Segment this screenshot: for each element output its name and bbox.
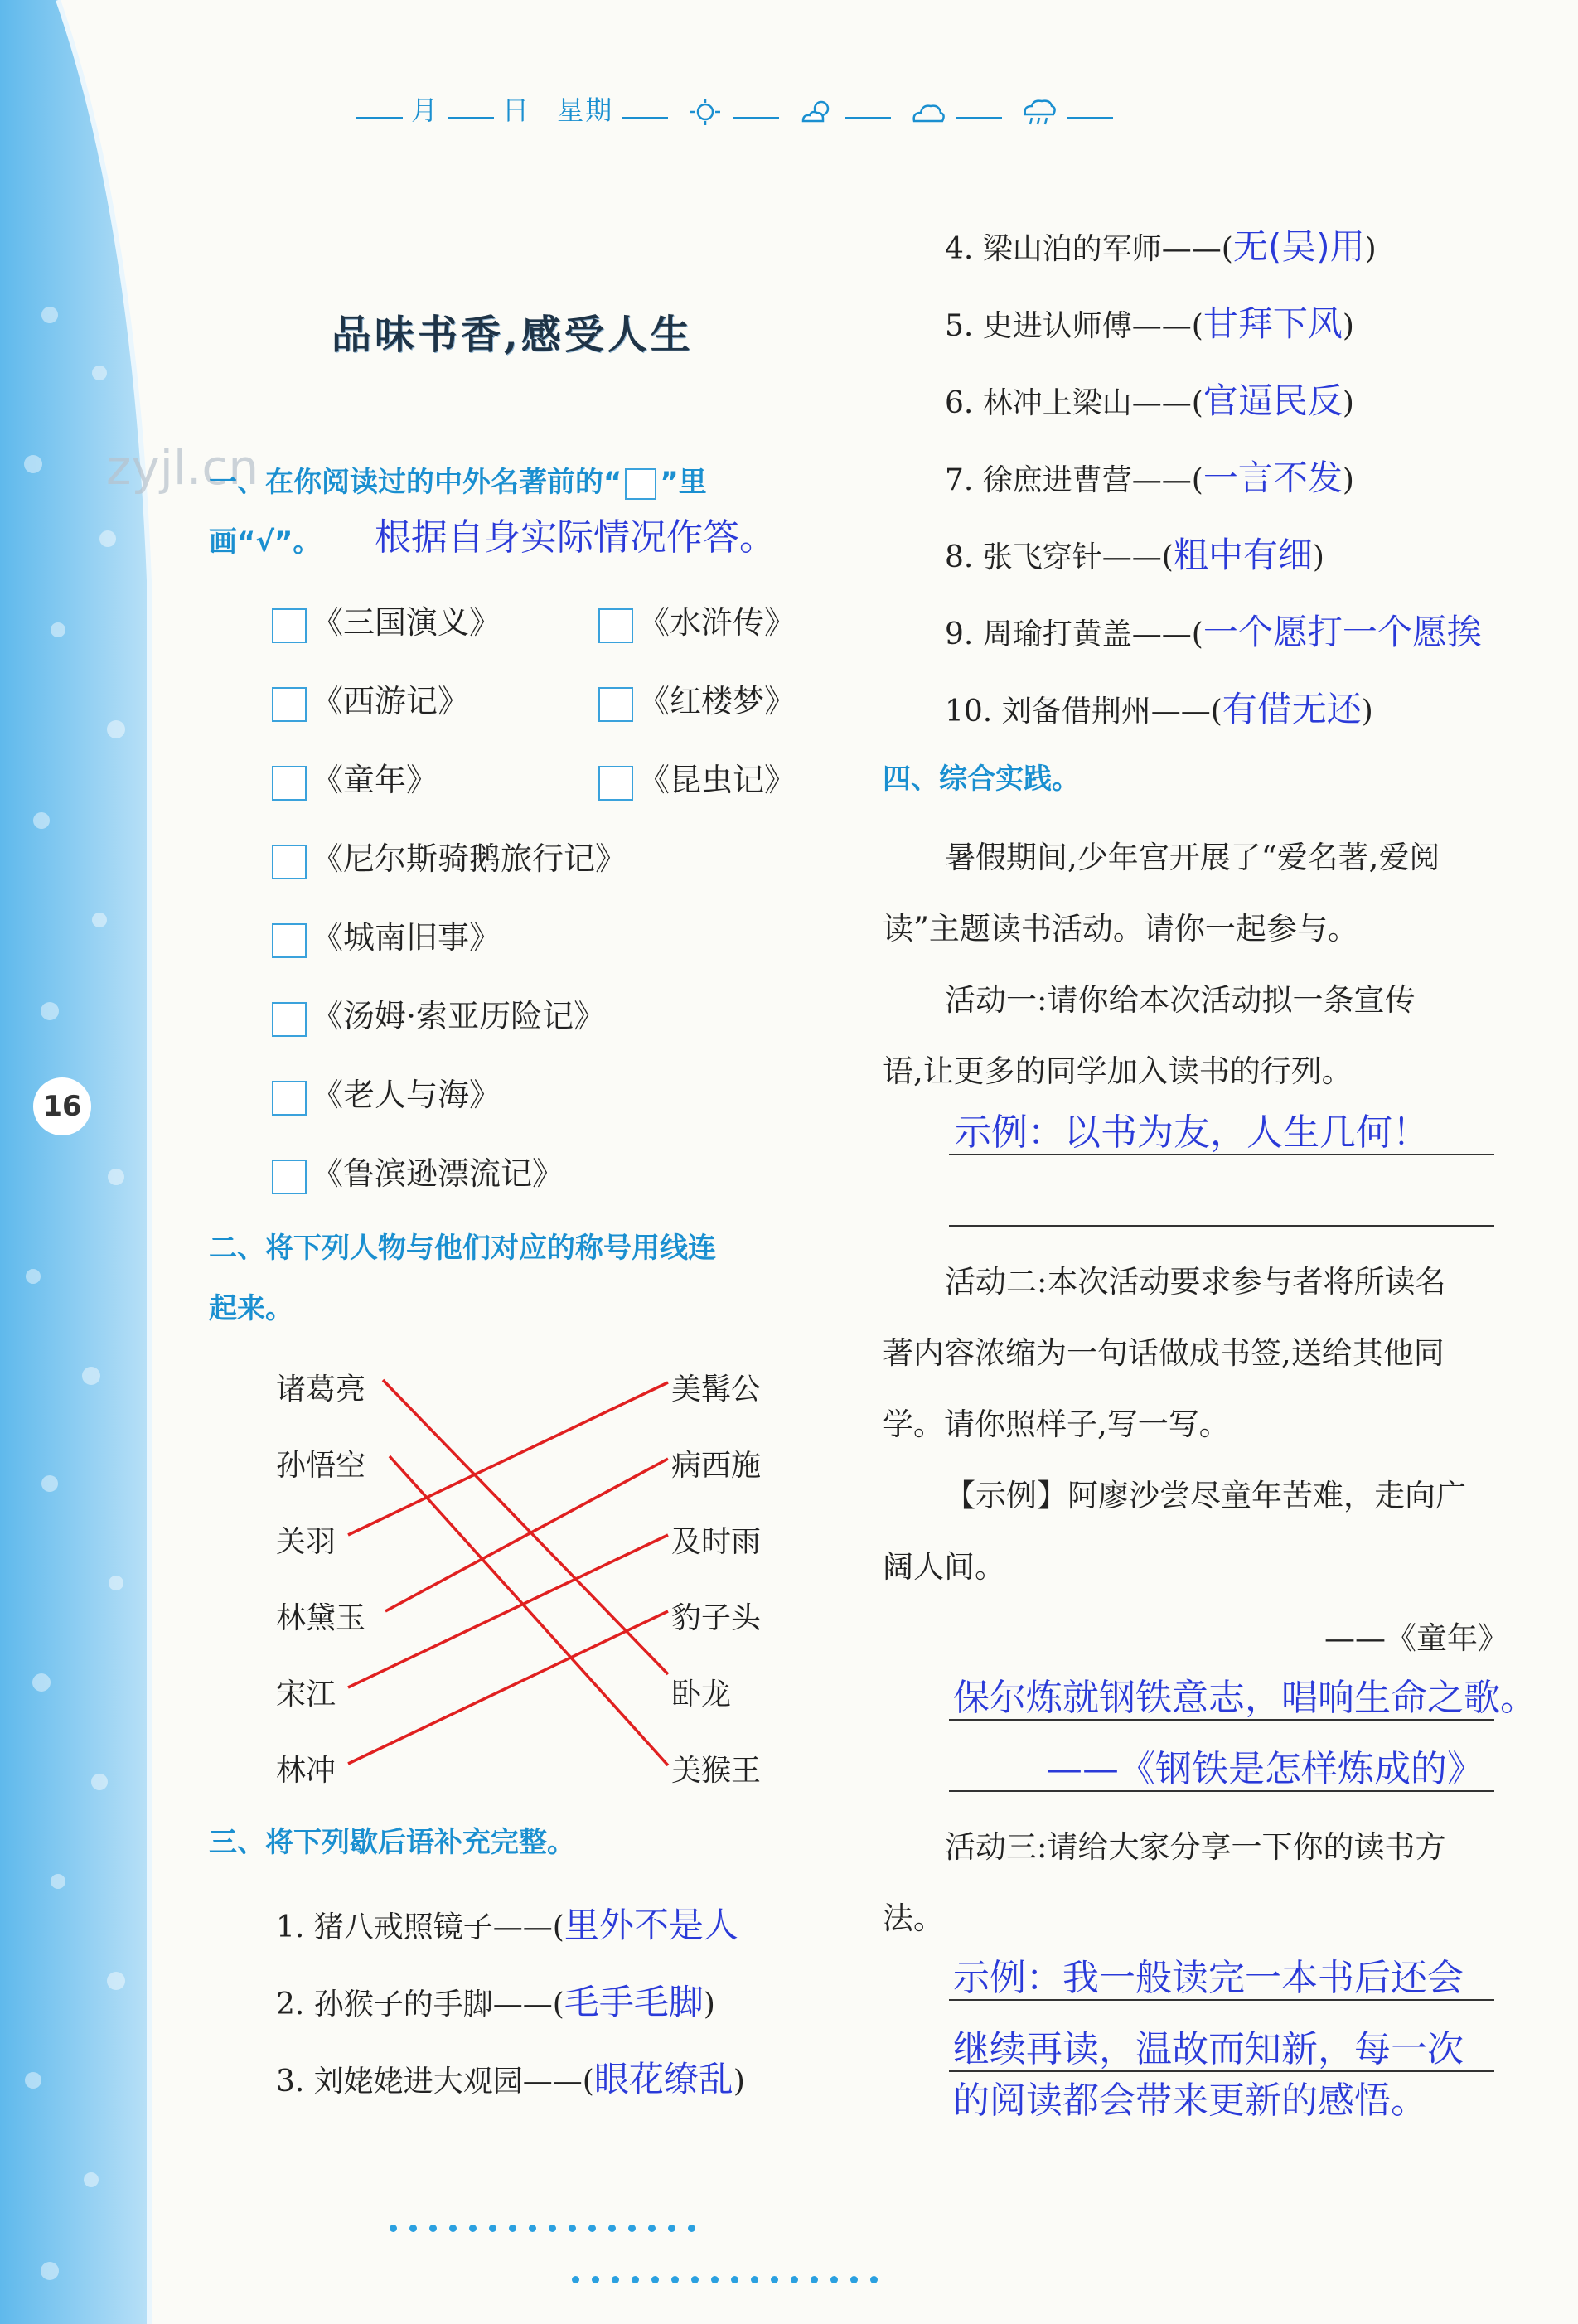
activity2-answer-source: ——《钢铁是怎样炼成的》 — [1046, 1748, 1484, 1790]
title-label: 病西施 — [671, 1449, 762, 1483]
person-label: 诸葛亮 — [276, 1373, 366, 1407]
idiom-item — [276, 1898, 738, 1948]
answer-line — [949, 1790, 1494, 1792]
section4-heading: 四、综合实践。 — [883, 763, 1080, 796]
idiom-answer: 眼花缭乱 — [593, 2059, 733, 2099]
activity3-answer-line3: 的阅读都会带来更新的感悟。 — [953, 2079, 1427, 2122]
book-title: 《红楼梦》 — [638, 683, 796, 719]
idiom-item — [945, 220, 1377, 269]
page-number: 16 — [33, 1077, 91, 1135]
title-label: 豹子头 — [671, 1601, 762, 1635]
example-line2: 阔人间。 — [883, 1549, 1005, 1585]
answer-line — [949, 1225, 1494, 1227]
idiom-close: ) — [733, 2065, 745, 2099]
example-line1: 【示例】阿廖沙尝尽童年苦难，走向广 — [945, 1478, 1466, 1513]
person-label: 林冲 — [276, 1754, 336, 1788]
idiom-question: 10. 刘备借荆州——( — [945, 695, 1222, 729]
idiom-answer: 有借无还 — [1222, 689, 1362, 729]
weekday-label: 星期 — [557, 94, 614, 126]
answer-line — [949, 1999, 1494, 2001]
title-label: 卧龙 — [671, 1678, 732, 1712]
match-line-linchong-baozitou — [348, 1611, 668, 1764]
book-title: 《鲁滨逊漂流记》 — [312, 1155, 564, 1192]
activity1-answer: 示例：以书为友，人生几何！ — [955, 1111, 1429, 1154]
person-label: 林黛玉 — [276, 1601, 366, 1635]
decorative-dots — [390, 2220, 708, 2235]
person-label: 孙悟空 — [276, 1449, 366, 1483]
idiom-item — [945, 297, 1354, 346]
idiom-question: 5. 史进认师傅——( — [945, 309, 1203, 343]
idiom-question: 2. 孙猴子的手脚——( — [276, 1988, 564, 2021]
book-title: 《水浒传》 — [638, 604, 796, 641]
watermark: zyjl.cn — [106, 439, 259, 496]
activity3-line1: 活动三:请给大家分享一下你的读书方 — [945, 1829, 1446, 1865]
idiom-question: 8. 张飞穿针——( — [945, 540, 1174, 574]
idiom-answer: 一言不发 — [1203, 458, 1343, 498]
example-source: ——《童年》 — [1324, 1620, 1508, 1656]
book-title: 《三国演义》 — [312, 604, 501, 641]
idiom-answer: 里外不是人 — [564, 1905, 738, 1945]
idiom-answer: 甘拜下风 — [1203, 303, 1343, 344]
decorative-dots — [572, 2271, 890, 2287]
idiom-question: 6. 林冲上梁山——( — [945, 386, 1203, 420]
section4-intro-line1: 暑假期间,少年宫开展了“爱名著,爱阅 — [945, 840, 1440, 875]
book-title: 《城南旧事》 — [312, 919, 501, 956]
idiom-question: 9. 周瑜打黄盖——( — [945, 617, 1203, 651]
title-label: 美猴王 — [671, 1754, 762, 1788]
activity3-answer-line2: 继续再读，温故而知新，每一次 — [953, 2028, 1464, 2070]
idiom-item — [945, 374, 1354, 424]
section1-heading-end: ”里 — [660, 466, 707, 499]
section4-intro-line2: 读”主题读书活动。请你一起参与。 — [883, 911, 1358, 947]
idiom-item — [945, 528, 1324, 578]
person-label: 宋江 — [276, 1678, 336, 1712]
idiom-close: ) — [1342, 463, 1354, 497]
section1-heading-line2: 画“√”。 — [209, 525, 322, 559]
activity3-answer-line1: 示例：我一般读完一本书后还会 — [953, 1957, 1464, 1999]
title-label: 美髯公 — [671, 1373, 762, 1407]
person-label: 关羽 — [276, 1525, 336, 1559]
activity3-line2: 法。 — [883, 1900, 944, 1936]
idiom-question: 4. 梁山泊的军师——( — [945, 232, 1233, 266]
activity2-line1: 活动二:本次活动要求参与者将所读名 — [945, 1264, 1446, 1300]
idiom-question: 3. 刘姥姥进大观园——( — [276, 2065, 594, 2099]
month-label: 月 — [411, 94, 440, 126]
idiom-close: ) — [1364, 232, 1377, 266]
activity2-line3: 学。请你照样子,写一写。 — [883, 1407, 1230, 1442]
book-title: 《老人与海》 — [312, 1077, 501, 1113]
idiom-item — [945, 605, 1482, 655]
match-line-guanyu-meiranggong — [348, 1382, 668, 1535]
answer-line — [949, 1719, 1494, 1721]
section2-heading: 二、将下列人物与他们对应的称号用线连 — [209, 1232, 716, 1265]
activity2-line2: 著内容浓缩为一句话做成书签,送给其他同 — [883, 1335, 1445, 1371]
idiom-close: ) — [703, 1988, 715, 2021]
idiom-close: ) — [1342, 309, 1354, 343]
book-title: 《童年》 — [312, 762, 438, 798]
page-title: 品味书香,感受人生 — [332, 312, 694, 358]
book-title: 《汤姆·索亚历险记》 — [312, 998, 606, 1034]
match-line-lindaiyu-bingxishi — [385, 1459, 668, 1611]
idiom-answer: 无(吴)用 — [1232, 226, 1365, 267]
idiom-answer: 一个愿打一个愿挨 — [1203, 612, 1482, 652]
section3-heading: 三、将下列歇后语补充完整。 — [209, 1826, 575, 1859]
idiom-close: ) — [1342, 386, 1354, 420]
idiom-answer: 粗中有细 — [1173, 535, 1313, 575]
idiom-question: 7. 徐庶进曹营——( — [945, 463, 1203, 497]
section2-heading-line2: 起来。 — [209, 1292, 293, 1325]
title-label: 及时雨 — [671, 1525, 762, 1559]
idiom-close: ) — [1312, 540, 1324, 574]
match-line-songjiang-jishiyu — [348, 1535, 668, 1687]
section1-answer: 根据自身实际情况作答。 — [375, 516, 776, 559]
match-line-sunwukong-meihouwang — [390, 1456, 668, 1765]
idiom-question: 1. 猪八戒照镜子——( — [276, 1910, 564, 1944]
activity1-line2: 语,让更多的同学加入读书的行列。 — [883, 1053, 1353, 1089]
section1-heading-text: 一、在你阅读过的中外名著前的“ — [209, 466, 622, 499]
idiom-item — [945, 682, 1373, 732]
day-label: 日 — [502, 94, 531, 126]
activity2-answer: 保尔炼就钢铁意志，唱响生命之歌。 — [953, 1677, 1537, 1719]
book-title: 《西游记》 — [312, 683, 470, 719]
idiom-item — [276, 1975, 715, 2025]
book-title: 《昆虫记》 — [638, 762, 796, 798]
idiom-answer: 官逼民反 — [1203, 380, 1343, 421]
idiom-item — [276, 2052, 745, 2102]
activity1-line1: 活动一:请你给本次活动拟一条宣传 — [945, 982, 1416, 1018]
idiom-close: ) — [1361, 695, 1373, 729]
idiom-item — [945, 451, 1354, 501]
idiom-answer: 毛手毛脚 — [564, 1982, 704, 2022]
book-title: 《尼尔斯骑鹅旅行记》 — [312, 840, 627, 877]
